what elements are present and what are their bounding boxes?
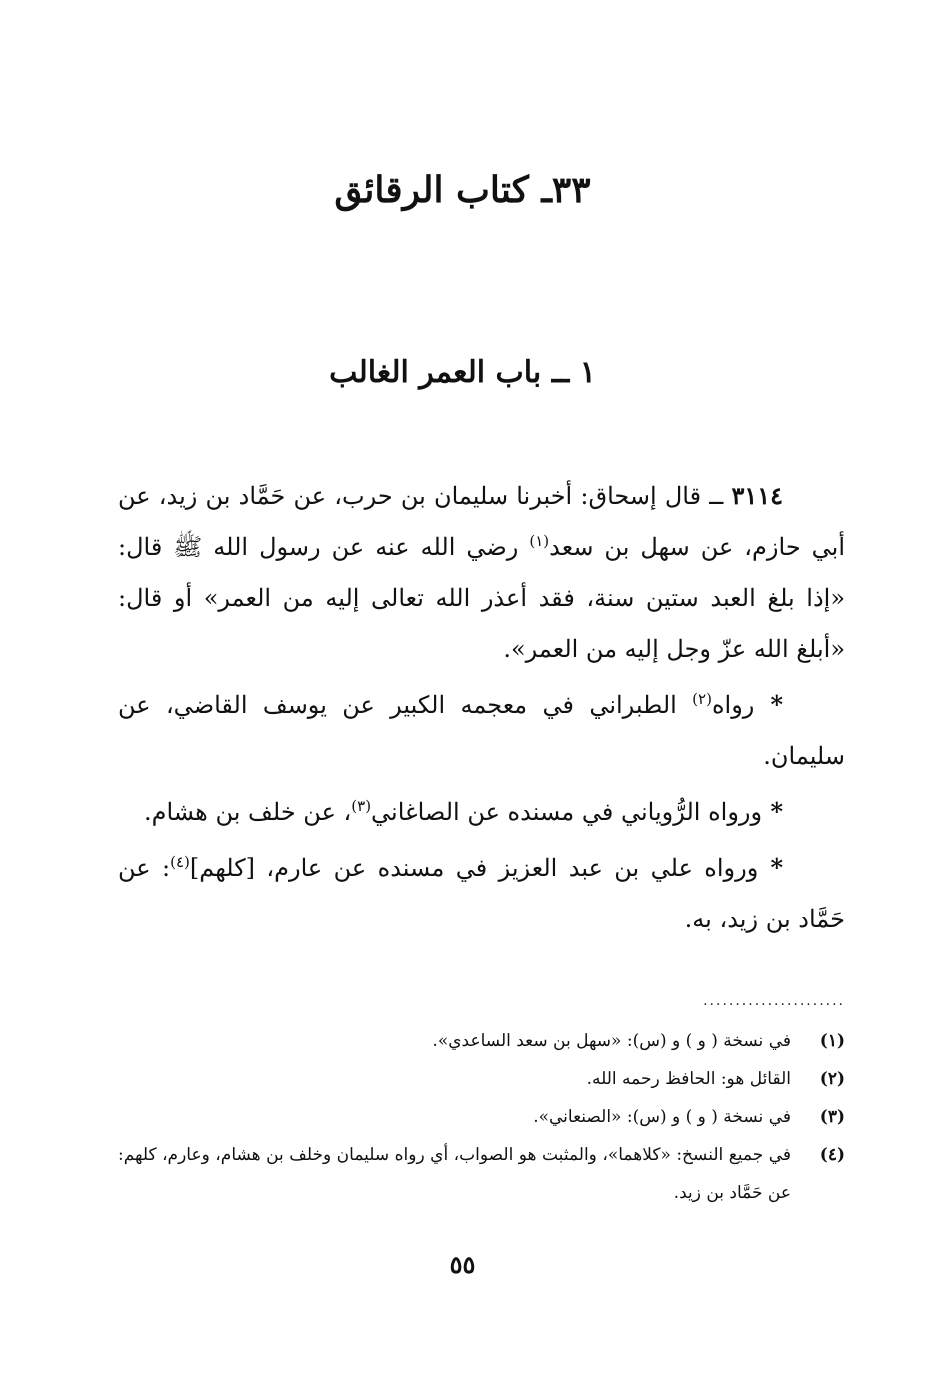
chapter-title: ١ ــ باب العمر الغالب [329, 355, 596, 390]
footnote-number: (١) [819, 1031, 845, 1051]
takhrij-text: ، عن خلف بن هشام. [143, 798, 352, 826]
hadith-text-part-1: قال إسحاق: أخبرنا سليمان بن حرب، عن حَمَّاد بن زيد، عن أبي حازم، عن سهل بن سعد [118, 482, 845, 561]
footnote-text: القائل هو: الحافظ رحمه الله. [586, 1069, 791, 1089]
takhrij-text: ورواه علي بن عبد العزيز في مسنده عن عارم، [كلهم] [189, 854, 759, 882]
star-marker: * [762, 797, 783, 826]
footnote-number: (٣) [819, 1107, 845, 1127]
footnote-ref-3[interactable]: (٣) [351, 797, 372, 815]
footnote-text: في نسخة ( و ) و (س): «الصنعاني». [533, 1107, 791, 1127]
takhrij-text: رواه [711, 691, 755, 719]
star-marker: * [758, 853, 784, 882]
footnote-item [118, 1022, 845, 1060]
footnote-ref-1[interactable]: (١) [529, 532, 550, 550]
takhrij-text: الطبراني في معجمه الكبير عن يوسف القاضي، عن سليمان. [118, 691, 845, 770]
takhrij-paragraph-1 [118, 679, 845, 782]
footnote-item [118, 1098, 845, 1136]
footnote-text: في جميع النسخ: «كلاهما»، والمثبت هو الصواب، أي رواه سليمان وخلف بن هشام، وعارم، كلهم: عن حَمَّاد بن زيد. [118, 1145, 791, 1203]
takhrij-paragraph-3 [118, 842, 845, 945]
main-text [118, 470, 845, 949]
hadith-text-part-2: رضي الله عنه عن رسول الله ﷺ قال: «إذا بلغ العبد ستين سنة، فقد أعذر الله تعالى إليه من العمر» أو قال: «أبلغ الله عزّ وجل إليه من العمر». [118, 533, 845, 663]
footnote-number: (٤) [819, 1145, 845, 1165]
takhrij-text: ورواه الرُّوياني في مسنده عن الصاغاني [371, 798, 763, 826]
page-number: ٥٥ [449, 1250, 476, 1279]
footnote-ref-2[interactable]: (٢) [692, 690, 712, 708]
footnote-number: (٢) [819, 1069, 845, 1089]
footnote-text: في نسخة ( و ) و (س): «سهل بن سعد الساعدي». [432, 1031, 791, 1051]
takhrij-text: : عن حَمَّاد بن زيد، به. [118, 854, 845, 933]
footnotes-list [118, 1022, 845, 1212]
footnote-separator: ...................... [703, 993, 845, 1009]
star-marker: * [754, 690, 783, 719]
book-title: ٣٣ـ كتاب الرقائق [334, 169, 591, 211]
footnote-ref-4[interactable]: (٤) [170, 853, 190, 871]
footnote-item [118, 1060, 845, 1098]
hadith-paragraph [118, 470, 845, 675]
hadith-number: ٣١١٤ [731, 481, 783, 510]
hadith-dash: ــ [701, 482, 732, 510]
footnote-item [118, 1136, 845, 1212]
takhrij-paragraph-2 [118, 786, 845, 838]
